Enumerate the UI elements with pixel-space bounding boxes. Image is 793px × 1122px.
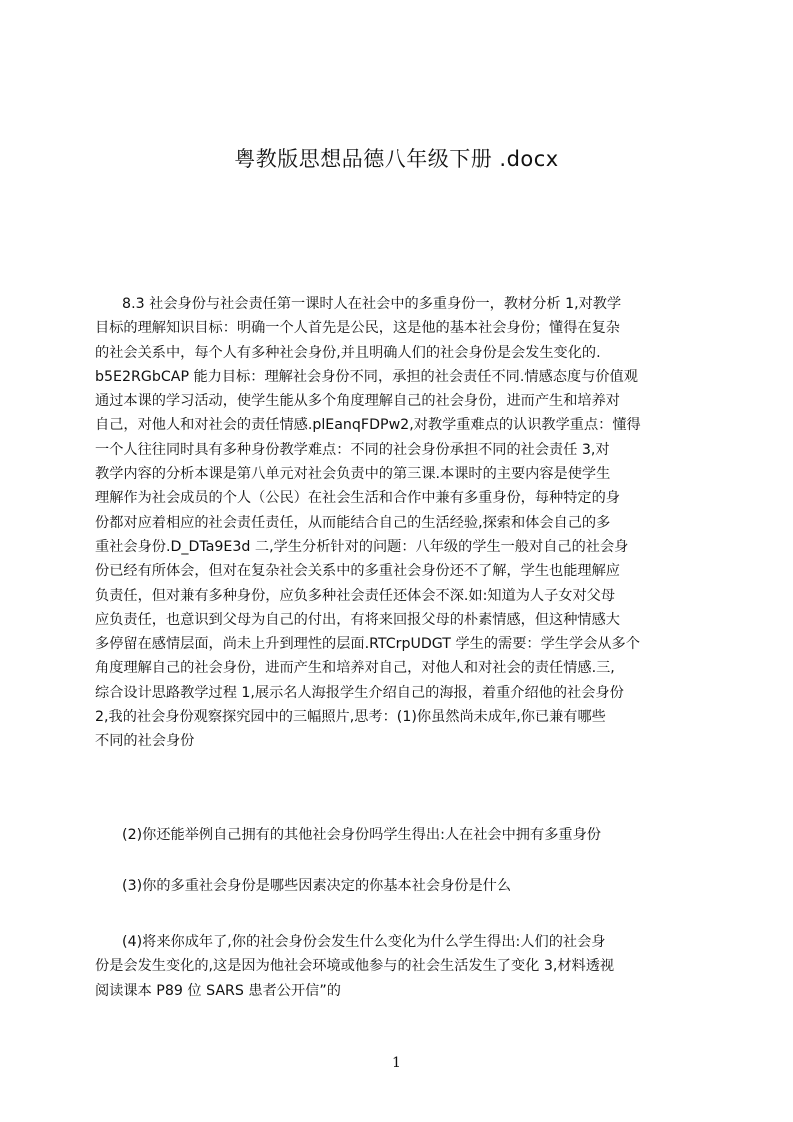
text-line: 份都对应着相应的社会责任责任，从而能结合自己的生活经验,探索和体会自己的多 xyxy=(95,514,611,531)
text-line: 教学内容的分析本课是第八单元对社会负责中的第三课.本课时的主要内容是使学生 xyxy=(95,466,611,483)
paragraph-1 xyxy=(95,292,701,754)
text-line: 理解作为社会成员的个人（公民）在社会生活和合作中兼有多重身份，每种特定的身 xyxy=(95,490,620,507)
text-line: 份是会发生变化的,这是因为他社会环境或他参与的社会生活发生了变化 3,材料透视 xyxy=(95,958,615,975)
text-line: (4)将来你成年了,你的社会身份会发生什么变化为什么学生得出:人们的社会身 xyxy=(95,934,606,950)
text-line: 不同的社会身份 xyxy=(95,733,195,750)
text-line: 2,我的社会身份观察探究园中的三幅照片,思考：(1)你虽然尚未成年,你已兼有哪些 xyxy=(95,709,606,726)
text-line: 负责任，但对兼有多种身份，应负多种社会责任还体会不深.如:知道为人子女对父母 xyxy=(95,587,616,604)
text-line: (2)你还能举例自己拥有的其他社会身份吗学生得出:人在社会中拥有多重身份 xyxy=(95,827,601,843)
text-line: 通过本课的学习活动，使学生能从多个角度理解自己的社会身份，进而产生和培养对 xyxy=(95,393,620,410)
paragraph-2 xyxy=(95,823,701,847)
text-line: b5E2RGbCAP 能力目标：理解社会身份不同，承担的社会责任不同.情感态度与价值观 xyxy=(95,368,638,385)
text-line: (3)你的多重社会身份是哪些因素决定的你基本社会身份是什么 xyxy=(95,878,512,894)
paragraph-4 xyxy=(95,930,701,1003)
text-line: 重社会身份.D_DTa9E3d 二,学生分析针对的问题：八年级的学生一般对自己的社会身 xyxy=(95,538,629,555)
text-line: 阅读课本 P89 位 SARS 患者公开信”的 xyxy=(95,982,341,999)
text-line: 综合设计思路教学过程 1,展示名人海报学生介绍自己的海报，着重介绍他的社会身份 xyxy=(95,684,624,701)
paragraph-3 xyxy=(95,874,701,898)
text-line: 角度理解自己的社会身份，进而产生和培养对自己，对他人和对社会的责任情感.三, xyxy=(95,660,615,677)
page-number: 1 xyxy=(392,1055,401,1071)
text-line: 一个人往往同时具有多种身份教学难点：不同的社会身份承担不同的社会责任 3,对 xyxy=(95,441,610,458)
text-line: 应负责任，也意识到父母为自己的付出，有将来回报父母的朴素情感，但这种情感大 xyxy=(95,611,620,628)
text-line: 多停留在感情层面，尚未上升到理性的层面.RTCrpUDGT 学生的需要：学生学会从多个 xyxy=(95,636,640,653)
document-title: 粤教版思想品德八年级下册 .docx xyxy=(234,147,559,171)
text-line: 份已经有所体会，但对在复杂社会关系中的多重社会身份还不了解，学生也能理解应 xyxy=(95,563,620,580)
text-line: 目标的理解知识目标：明确一个人首先是公民，这是他的基本社会身份；懂得在复杂 xyxy=(95,320,620,337)
text-line: 8.3 社会身份与社会责任第一课时人在社会中的多重身份一，教材分析 1,对教学 xyxy=(95,296,622,312)
text-line: 自己，对他人和对社会的责任情感.plEanqFDPw2,对教学重难点的认识教学重点：懂得 xyxy=(95,417,641,434)
text-line: 的社会关系中，每个人有多种社会身份,并且明确人们的社会身份是会发生变化的. xyxy=(95,344,601,361)
